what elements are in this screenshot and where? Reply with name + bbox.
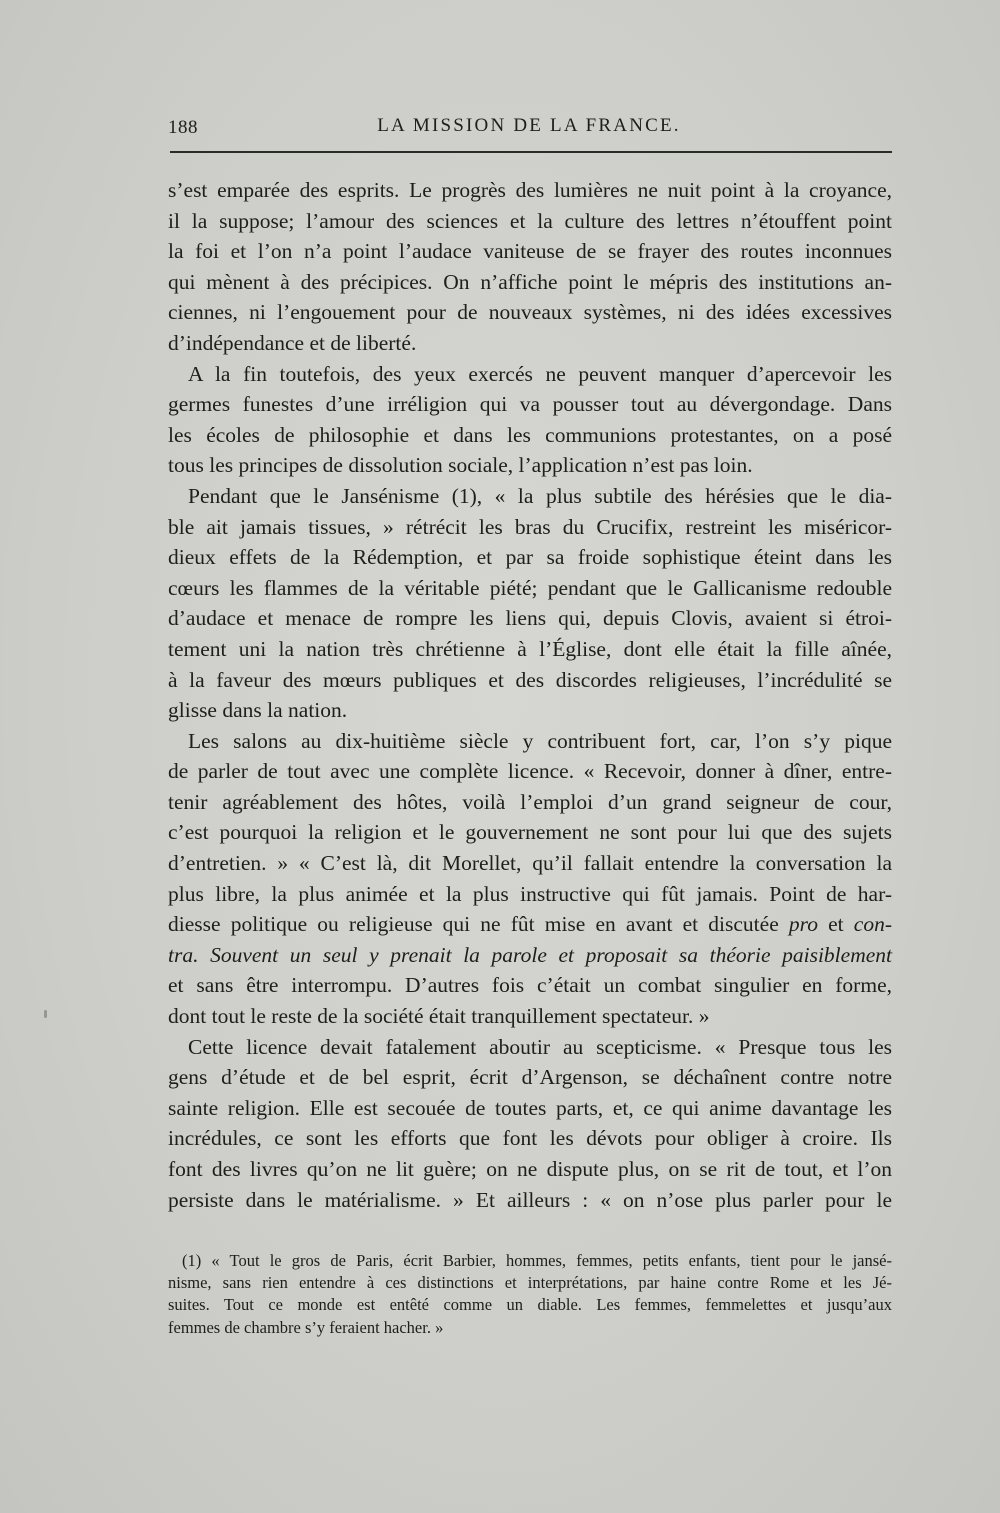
text-line: c’est pourquoi la religion et le gouvernement ne sont pour lui que des sujets	[168, 820, 892, 845]
text-line: Cette licence devait fatalement aboutir au scepticisme. « Presque tous les	[188, 1034, 892, 1059]
text-segment: et	[817, 912, 854, 937]
footnote-line: suites. Tout ce monde est entêté comme un diable. Les femmes, femmelettes et jusqu’aux	[168, 1295, 892, 1315]
page-number: 188	[168, 117, 198, 138]
italic-word: con-	[853, 912, 892, 937]
body-text	[168, 175, 892, 1215]
page-header	[168, 113, 890, 143]
text-line: tenir agréablement des hôtes, voilà l’emploi d’un grand seigneur de cour,	[168, 789, 892, 814]
text-line: plus libre, la plus animée et la plus instructive qui fût jamais. Point de har-	[168, 881, 892, 906]
italic-word: tra. Souvent un seul y prenait la parole et proposait sa théorie paisiblement	[168, 942, 892, 967]
text-line: incrédules, ce sont les efforts que font les dévots pour obliger à croire. Ils	[168, 1126, 892, 1151]
text-line: A la fin toutefois, des yeux exercés ne peuvent manquer d’apercevoir les	[188, 361, 892, 386]
text-line: s’est emparée des esprits. Le progrès des lumières ne nuit point à la croyance,	[168, 178, 892, 202]
text-line	[168, 940, 892, 971]
footnote-line: nisme, sans rien entendre à ces distinctions et interprétations, par haine contre Rome et les Jé-	[168, 1273, 892, 1293]
running-title: LA MISSION DE LA FRANCE.	[377, 115, 681, 136]
text-line: font des livres qu’on ne lit guère; on ne dispute plus, on se rit de tout, et l’on	[168, 1157, 892, 1181]
text-line: Pendant que le Jansénisme (1), « la plus subtile des hérésies que le dia-	[188, 483, 892, 508]
text-line: il la suppose; l’amour des sciences et la culture des lettres n’étouffent point	[168, 208, 892, 233]
text-line: de parler de tout avec une complète licence. « Recevoir, donner à dîner, entre-	[168, 759, 892, 784]
text-line: ble ait jamais tissues, » rétrécit les bras du Crucifix, restreint les miséricor-	[168, 514, 892, 539]
text-line: Les salons au dix-huitième siècle y contribuent fort, car, l’on s’y pique	[188, 728, 892, 753]
text-line-with-italics	[168, 909, 892, 940]
text-line: et sans être interrompu. D’autres fois c’était un combat singulier en forme,	[168, 973, 892, 998]
text-line: d’entretien. » « C’est là, dit Morellet, qu’il fallait entendre la conversation la	[168, 851, 892, 876]
text-line: qui mènent à des précipices. On n’affiche point le mépris des institutions an-	[168, 269, 892, 294]
text-line: germes funestes d’une irréligion qui va pousser tout au dévergondage. Dans	[168, 392, 892, 417]
text-line: la foi et l’on n’a point l’audace vaniteuse de se frayer des routes inconnues	[168, 239, 892, 264]
text-segment: diesse politique ou religieuse qui ne fût mise en avant et discutée	[168, 912, 789, 937]
text-line: dont tout le reste de la société était tranquillement spectateur. »	[168, 1004, 710, 1029]
italic-word: pro	[788, 912, 818, 937]
text-line: tement uni la nation très chrétienne à l’Église, dont elle était la fille aînée,	[168, 636, 892, 661]
text-line: d’audace et menace de rompre les liens qui, depuis Clovis, avaient si étroi-	[168, 606, 892, 631]
text-line: tous les principes de dissolution sociale, l’application n’est pas loin.	[168, 453, 753, 478]
text-line: dieux effets de la Rédemption, et par sa froide sophistique éteint dans les	[168, 545, 892, 570]
text-line: gens d’étude et de bel esprit, écrit d’Argenson, se déchaînent contre notre	[168, 1065, 892, 1090]
text-line: persiste dans le matérialisme. » Et ailleurs : « on n’ose plus parler pour le	[168, 1187, 892, 1212]
footnotes	[168, 1250, 892, 1339]
text-line: les écoles de philosophie et dans les communions protestantes, on a posé	[168, 422, 892, 447]
text-line: ciennes, ni l’engouement pour de nouveaux systèmes, ni des idées excessives	[168, 300, 892, 325]
text-line: cœurs les flammes de la véritable piété; pendant que le Gallicanisme redouble	[168, 575, 892, 600]
paper-speck	[44, 1010, 47, 1018]
text-line: d’indépendance et de liberté.	[168, 330, 417, 355]
footnote-line: femmes de chambre s’y feraient hacher. »	[168, 1317, 444, 1337]
text-line: sainte religion. Elle est secouée de toutes parts, et, ce qui anime davantage les	[168, 1095, 892, 1120]
header-rule	[170, 151, 892, 153]
footnote-line: (1) « Tout le gros de Paris, écrit Barbier, hommes, femmes, petits enfants, tient pour le jansé-	[182, 1251, 892, 1270]
text-line: à la faveur des mœurs publiques et des discordes religieuses, l’incrédulité se	[168, 667, 892, 692]
text-line: glisse dans la nation.	[168, 698, 348, 723]
